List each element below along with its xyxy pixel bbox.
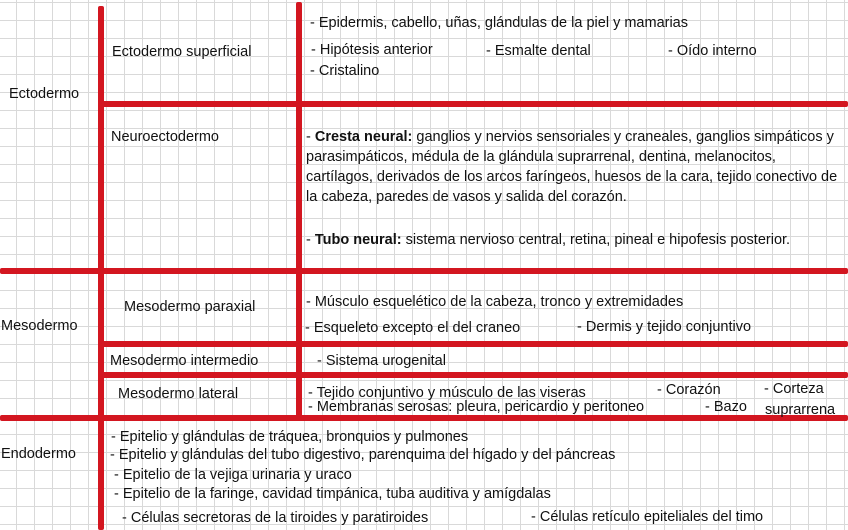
neural-tube-text: - Tubo neural: sistema nervioso central, retina, pineal e hipofesis posterior.	[306, 232, 791, 248]
endoderm-item-tiroides: - Células secretoras de la tiroides y paratiroides	[122, 510, 429, 526]
rule-ectoderm-divider	[100, 101, 848, 107]
lateral-item-corazon: - Corazón	[657, 382, 721, 398]
endoderm-label: Endodermo	[1, 446, 76, 462]
lateral-item-bazo: - Bazo	[705, 399, 747, 415]
lateral-label: Mesodermo lateral	[118, 386, 239, 402]
intermedio-label: Mesodermo intermedio	[110, 353, 259, 369]
endoderm-item-digestivo: - Epitelio y glándulas del tubo digestivo, parenquima del hígado y del páncreas	[110, 447, 616, 463]
superficial-item-esmalte: - Esmalte dental	[486, 43, 591, 59]
superficial-item-epidermis: - Epidermis, cabello, uñas, glándulas de la piel y mamarias	[310, 15, 688, 31]
superficial-item-oido: - Oído interno	[668, 43, 757, 59]
intermedio-item-urogenital: - Sistema urogenital	[317, 353, 446, 369]
lateral-item-suprarrena: suprarrena	[765, 402, 836, 418]
endoderm-item-vejiga: - Epitelio de la vejiga urinaria y uraco	[114, 467, 352, 483]
lateral-item-membranas: - Membranas serosas: pleura, pericardio y peritoneo	[308, 399, 645, 415]
superficial-item-cristalino: - Cristalino	[310, 63, 380, 79]
neuroectoderm-label: Neuroectodermo	[111, 129, 219, 145]
lateral-item-corteza: - Corteza	[764, 381, 824, 397]
neural-crest-title: Cresta neural:	[314, 129, 413, 145]
mesoderm-label: Mesodermo	[1, 318, 78, 334]
rule-paraxial-intermedio	[100, 341, 848, 347]
ectoderm-label: Ectodermo	[9, 86, 80, 102]
ectoderm-superficial-label: Ectodermo superficial	[112, 44, 252, 60]
neural-tube-title: Tubo neural:	[314, 232, 402, 248]
superficial-item-hipotesis: - Hipótesis anterior	[311, 42, 433, 58]
endoderm-item-faringe: - Epitelio de la faringe, cavidad timpánica, tuba auditiva y amígdalas	[114, 486, 551, 502]
vertical-rule-right	[296, 2, 302, 419]
endoderm-item-traquea: - Epitelio y glándulas de tráquea, bronquios y pulmones	[111, 429, 469, 445]
neural-crest-text: - Cresta neural: ganglios y nervios sensoriales y craneales, ganglios simpáticos y parasimpáticos, médula de la glándula suprarrenal, dentina, melanocitos, cartílagos, derivados de los arcos faríngeos, huesos de la cara, tejido conectivo de la cabeza, paredes de vasos y salida del corazón.	[306, 129, 838, 205]
paraxial-item-musculo: - Músculo esquelético de la cabeza, tronco y extremidades	[306, 294, 684, 310]
paraxial-item-esqueleto: - Esqueleto excepto el del craneo	[305, 320, 521, 336]
endoderm-item-timo: - Células retículo epiteliales del timo	[531, 509, 764, 525]
paraxial-item-dermis: - Dermis y tejido conjuntivo	[577, 319, 752, 335]
lateral-item-tejido: - Tejido conjuntivo y músculo de las viseras	[308, 385, 586, 401]
rule-ectoderm-mesoderm	[0, 268, 848, 274]
paraxial-label: Mesodermo paraxial	[124, 299, 256, 315]
rule-intermedio-lateral	[100, 372, 848, 378]
